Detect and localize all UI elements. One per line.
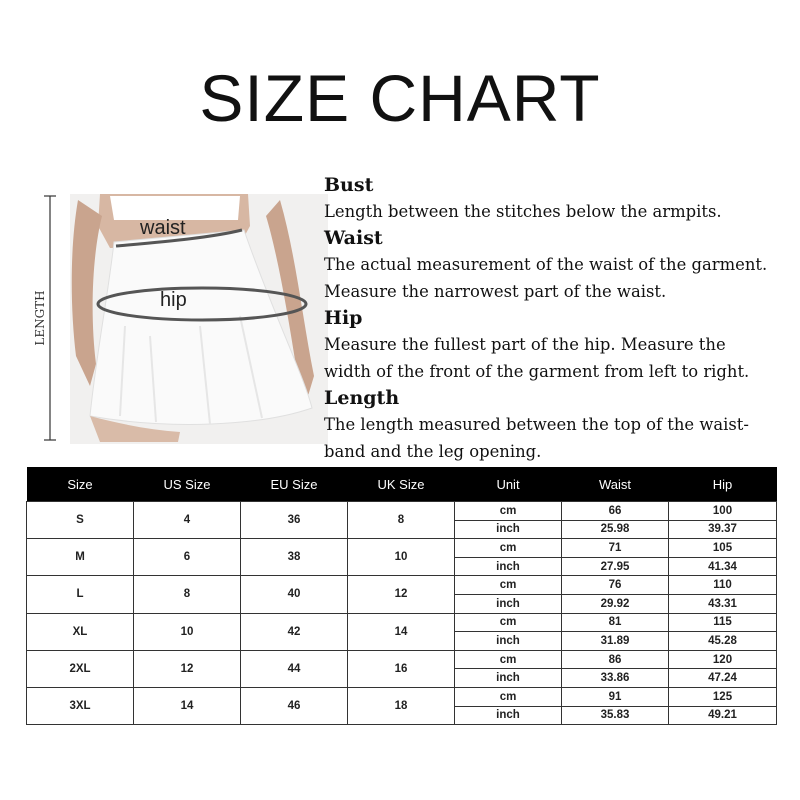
length-label: LENGTH: [33, 290, 47, 346]
table-row: [27, 650, 777, 669]
cell-hip: 39.37: [669, 520, 777, 539]
definition-length: [324, 385, 794, 465]
cell-uk: 18: [348, 687, 455, 724]
cell-unit: inch: [455, 520, 562, 539]
cell-us: 10: [134, 613, 241, 650]
table-row: [27, 502, 777, 521]
cell-unit: inch: [455, 706, 562, 725]
cell-waist: 91: [562, 687, 669, 706]
table-row: [27, 576, 777, 595]
definition-line: The actual measurement of the waist of the garment.: [324, 255, 768, 274]
definition-line: width of the front of the garment from left to right.: [324, 362, 750, 381]
cell-hip: 120: [669, 650, 777, 669]
cell-hip: 41.34: [669, 557, 777, 576]
cell-waist: 35.83: [562, 706, 669, 725]
cell-uk: 16: [348, 650, 455, 687]
cell-waist: 66: [562, 502, 669, 521]
definition-heading: Bust: [324, 174, 374, 196]
cell-unit: inch: [455, 594, 562, 613]
header-uk-size: UK Size: [348, 467, 455, 502]
cell-us: 8: [134, 576, 241, 613]
cell-unit: cm: [455, 576, 562, 595]
cell-eu: 40: [241, 576, 348, 613]
header-us-size: US Size: [134, 467, 241, 502]
page-title: SIZE CHART: [199, 61, 601, 135]
cell-uk: 14: [348, 613, 455, 650]
cell-hip: 47.24: [669, 669, 777, 688]
product-photo: [30, 186, 330, 448]
definition-line: Measure the fullest part of the hip. Measure the: [324, 335, 726, 354]
header-hip: Hip: [669, 467, 777, 502]
cell-unit: inch: [455, 557, 562, 576]
cell-size: M: [27, 539, 134, 576]
cell-unit: cm: [455, 687, 562, 706]
cell-uk: 8: [348, 502, 455, 539]
cell-waist: 86: [562, 650, 669, 669]
cell-waist: 27.95: [562, 557, 669, 576]
cell-waist: 31.89: [562, 632, 669, 651]
definition-line: The length measured between the top of the waist-: [324, 415, 749, 434]
table-row: [27, 613, 777, 632]
cell-size: XL: [27, 613, 134, 650]
cell-us: 12: [134, 650, 241, 687]
definition-hip: [324, 305, 794, 385]
cell-unit: cm: [455, 502, 562, 521]
cell-us: 6: [134, 539, 241, 576]
definition-heading: Waist: [324, 227, 383, 249]
cell-eu: 46: [241, 687, 348, 724]
hip-label: hip: [160, 289, 187, 311]
cell-hip: 100: [669, 502, 777, 521]
cell-us: 14: [134, 687, 241, 724]
waist-label: waist: [140, 217, 186, 239]
definition-bust: [324, 172, 794, 225]
cell-eu: 44: [241, 650, 348, 687]
cell-waist: 33.86: [562, 669, 669, 688]
cell-waist: 29.92: [562, 594, 669, 613]
cell-hip: 43.31: [669, 594, 777, 613]
cell-hip: 45.28: [669, 632, 777, 651]
table-row: [27, 539, 777, 558]
cell-unit: cm: [455, 613, 562, 632]
skirt-illustration: [30, 186, 330, 448]
header-waist: Waist: [562, 467, 669, 502]
cell-unit: cm: [455, 650, 562, 669]
measurement-definitions: [324, 172, 794, 465]
cell-size: 2XL: [27, 650, 134, 687]
cell-us: 4: [134, 502, 241, 539]
cell-hip: 125: [669, 687, 777, 706]
cell-hip: 49.21: [669, 706, 777, 725]
cell-unit: cm: [455, 539, 562, 558]
table-row: [27, 687, 777, 706]
size-table-wrapper: [26, 467, 776, 725]
cell-waist: 81: [562, 613, 669, 632]
definition-waist: [324, 225, 794, 305]
cell-size: L: [27, 576, 134, 613]
cell-size: S: [27, 502, 134, 539]
cell-hip: 110: [669, 576, 777, 595]
cell-unit: inch: [455, 669, 562, 688]
cell-waist: 71: [562, 539, 669, 558]
definition-line: Length between the stitches below the armpits.: [324, 202, 722, 221]
cell-hip: 105: [669, 539, 777, 558]
cell-eu: 42: [241, 613, 348, 650]
definition-line: Measure the narrowest part of the waist.: [324, 282, 667, 301]
cell-waist: 25.98: [562, 520, 669, 539]
cell-eu: 38: [241, 539, 348, 576]
cell-size: 3XL: [27, 687, 134, 724]
size-table: [26, 467, 777, 725]
cell-uk: 10: [348, 539, 455, 576]
header-eu-size: EU Size: [241, 467, 348, 502]
definition-heading: Length: [324, 387, 400, 409]
header-size: Size: [27, 467, 134, 502]
cell-hip: 115: [669, 613, 777, 632]
header-unit: Unit: [455, 467, 562, 502]
table-header-row: [27, 467, 777, 502]
definition-line: band and the leg opening.: [324, 442, 542, 461]
cell-unit: inch: [455, 632, 562, 651]
cell-waist: 76: [562, 576, 669, 595]
cell-eu: 36: [241, 502, 348, 539]
cell-uk: 12: [348, 576, 455, 613]
definition-heading: Hip: [324, 307, 363, 329]
